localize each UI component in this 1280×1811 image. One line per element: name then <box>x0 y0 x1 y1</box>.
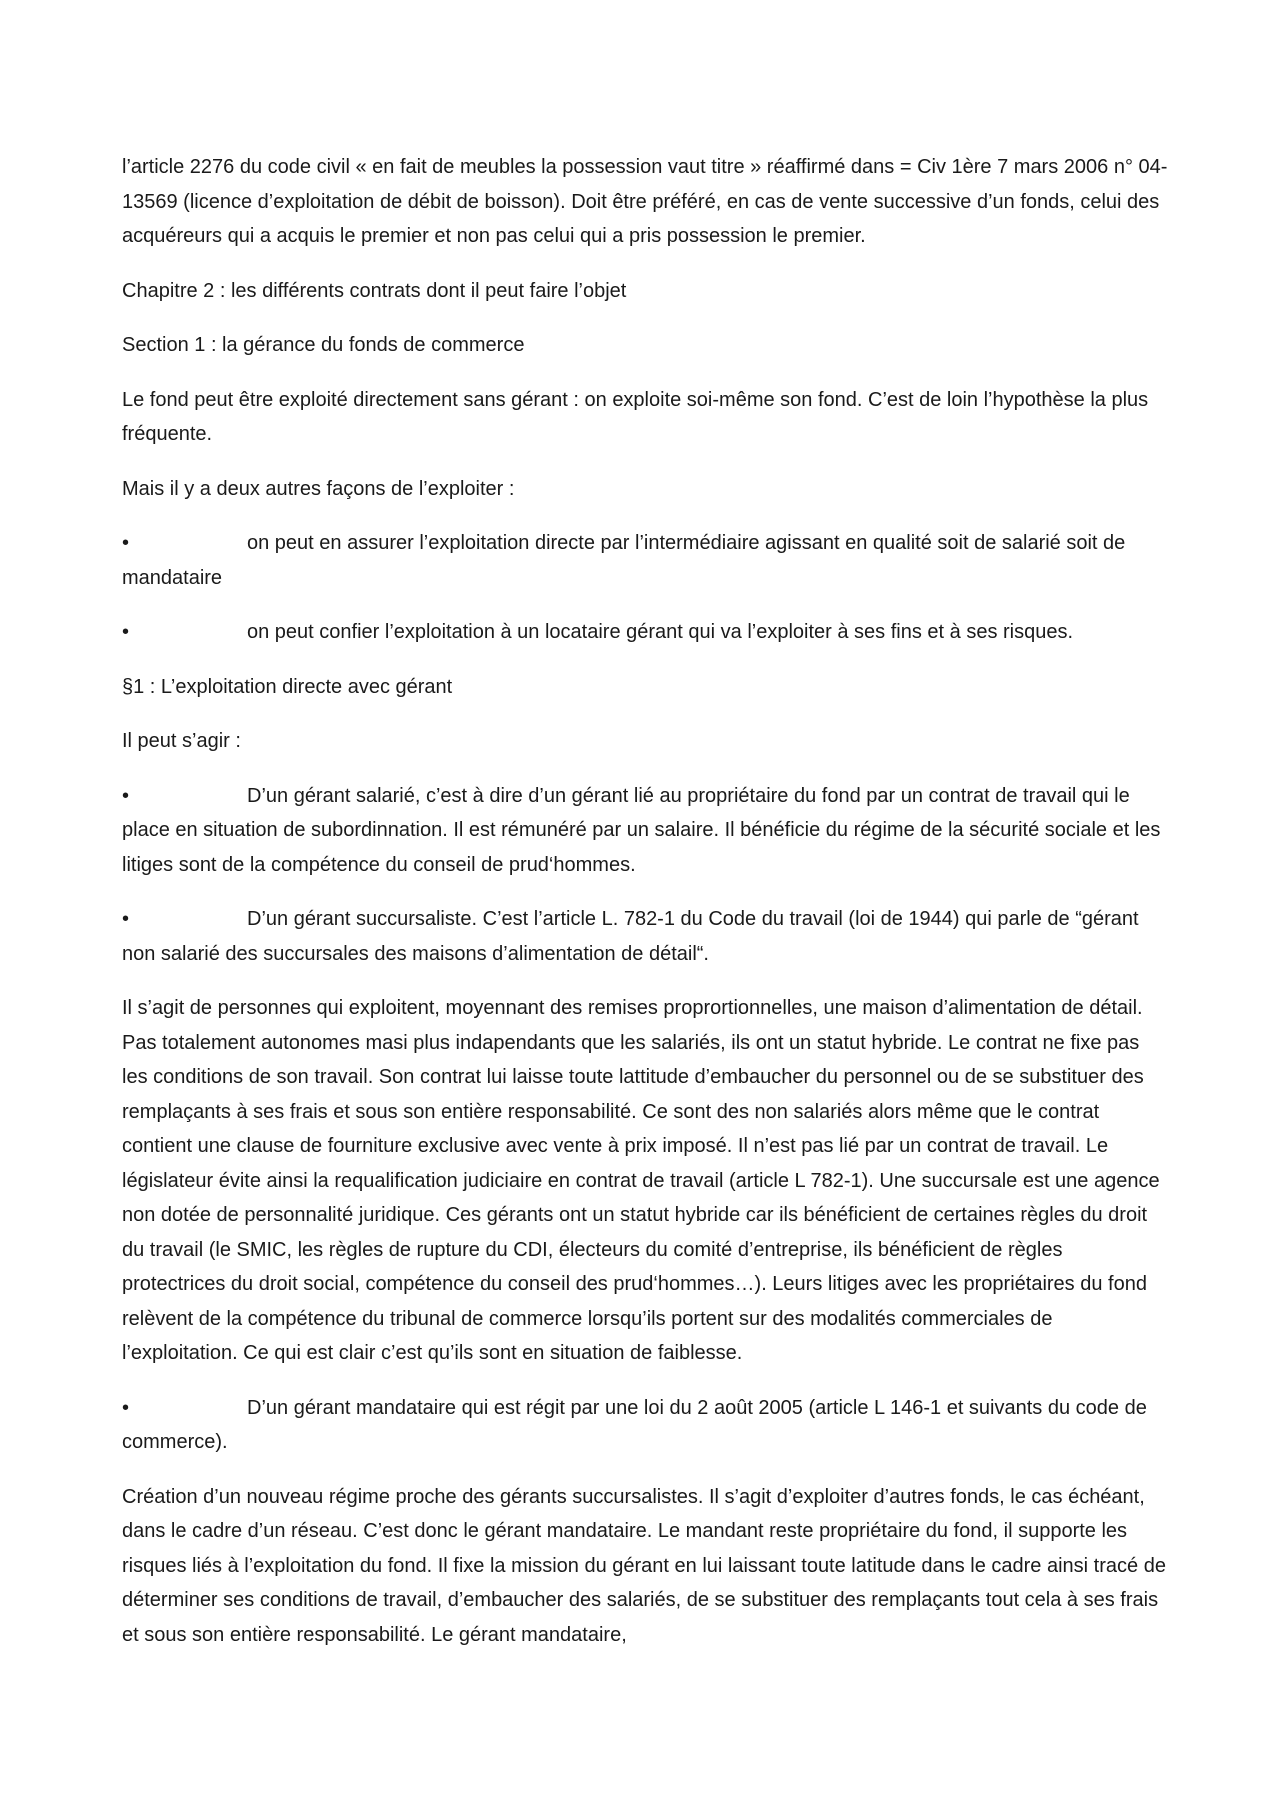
bullet-icon: • <box>122 784 130 807</box>
paragraph-article-2276: l’article 2276 du code civil « en fait de meubles la possession vaut titre » réaffirmé dans = Civ 1ère 7 mars 2006 n° 04-13569 (licence d’exploitation de débit de boisson). Doit être préféré, en cas de vente successive d’un fonds, celui des acquéreurs qui a acquis le premier et non pas celui qui a pris possession le premier. <box>122 156 1168 247</box>
bullet-text: D’un gérant mandataire qui est régit par une loi du 2 août 2005 (article L 146-1 et suivants du code de commerce). <box>122 1396 1147 1453</box>
bullet-icon: • <box>122 621 130 643</box>
bullet-item <box>122 1391 1170 1460</box>
bullet-icon: • <box>122 1396 130 1419</box>
bullet-item <box>122 779 1170 883</box>
bullet-icon: • <box>122 532 130 554</box>
section-heading: Section 1 : la gérance du fonds de commerce <box>122 334 525 356</box>
bullet-text: on peut confier l’exploitation à un locataire gérant qui va l’exploiter à ses fins et à ses risques. <box>247 621 1074 643</box>
bullet-item <box>122 902 1170 971</box>
bullet-item <box>122 526 1170 595</box>
chapter-heading: Chapitre 2 : les différents contrats dont il peut faire l’objet <box>122 279 627 302</box>
paragraph-direct-exploitation: Le fond peut être exploité directement sans gérant : on exploite soi-même son fond. C’est de loin l’hypothèse la plus fréquente. <box>122 388 1149 445</box>
paragraph-succursaliste: Il s’agit de personnes qui exploitent, moyennant des remises proprortionnelles, une maison d’alimentation de détail. Pas totalement autonomes masi plus indapendants que les salariés, ils ont un statut hybride. Le contrat ne fixe pas les conditions de son travail. Son contrat lui laisse toute lattitude d’embaucher du personnel ou de se substituer des remplaçants à ses frais et sous son entière responsabilité. Ce sont des non salariés alors même que le contrat contient une clause de fourniture exclusive avec vente à prix imposé. Il n’est pas lié par un contrat de travail. Le législateur évite ainsi la requalification judiciaire en contrat de travail (article L 782-1). Une succursale est une agence non dotée de personnalité juridique. Ces gérants ont un statut hybride car ils bénéficient de certaines règles du droit du travail (le SMIC, les règles de rupture du CDI, électeurs du comité d’entreprise, ils bénéficient de règles protectrices du droit social, compétence du conseil des prud‘hommes…). Leurs litiges avec les propriétaires du fond relèvent de la compétence du tribunal de commerce lorsqu’ils portent sur des modalités commerciales de l’exploitation. Ce qui est clair c’est qu’ils sont en situation de faiblesse. <box>122 997 1160 1364</box>
paragraph-two-other-ways: Mais il y a deux autres façons de l’exploiter : <box>122 477 515 500</box>
paragraph-gerant-mandataire: Création d’un nouveau régime proche des gérants succursalistes. Il s’agit d’exploiter d’autres fonds, le cas échéant, dans le cadre d’un réseau. C’est donc le gérant mandataire. Le mandant reste propriétaire du fond, il supporte les risques liés à l’exploitation du fond. Il fixe la mission du gérant en lui laissant toute latitude dans le cadre ainsi tracé de déterminer ses conditions de travail, d’embaucher des salariés, de se substituer des remplaçants tout cela à ses frais et sous son entière responsabilité. Le gérant mandataire, <box>122 1485 1166 1646</box>
paragraph-il-peut: Il peut s’agir : <box>122 730 241 752</box>
subsection-heading: §1 : L’exploitation directe avec gérant <box>122 675 453 698</box>
bullet-text: on peut en assurer l’exploitation directe par l’intermédiaire agissant en qualité soit de salarié soit de mandataire <box>122 532 1126 589</box>
bullet-icon: • <box>122 908 130 930</box>
bullet-text: D’un gérant succursaliste. C’est l’article L. 782-1 du Code du travail (loi de 1944) qui parle de “gérant non salarié des succursales des maisons d’alimentation de détail“. <box>122 908 1139 965</box>
bullet-item <box>122 615 1170 650</box>
bullet-text: D’un gérant salarié, c’est à dire d’un gérant lié au propriétaire du fond par un contrat de travail qui le place en situation de subordinnation. Il est rémunéré par un salaire. Il bénéficie du régime de la sécurité sociale et les litiges sont de la compétence du conseil de prud‘hommes. <box>122 784 1161 876</box>
document-page <box>122 150 1170 1672</box>
